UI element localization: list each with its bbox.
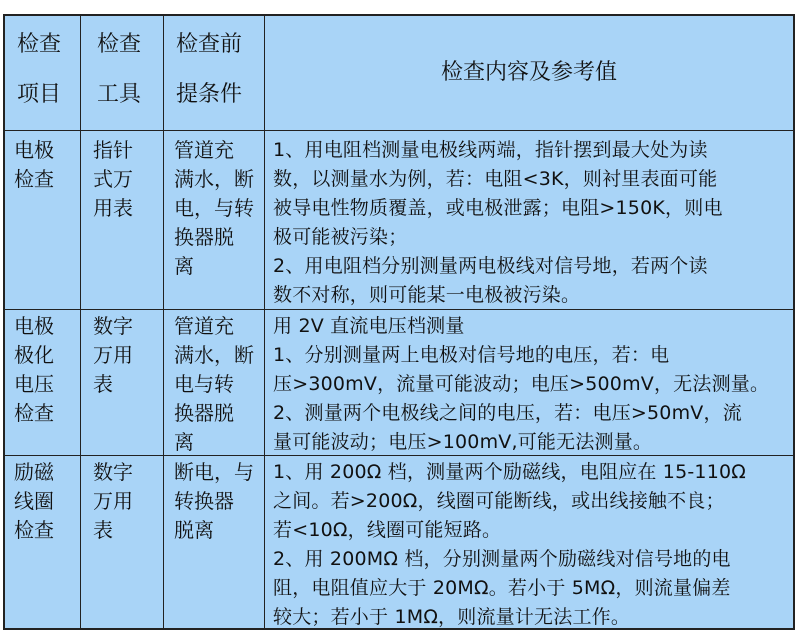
table-border-left: [3, 14, 5, 630]
column-divider: [163, 14, 164, 630]
row3-tool: 数字 万用 表: [93, 460, 133, 542]
row3-item: 励磁 线圈 检查: [14, 460, 54, 542]
row-divider: [3, 130, 795, 131]
column-divider: [264, 14, 265, 630]
row1-tool: 指针 式万 用表: [93, 138, 133, 220]
inspection-table: [3, 14, 795, 630]
header-content: 检查内容及参考值: [440, 60, 617, 85]
table-border-right: [793, 14, 795, 630]
row2-content: 用 2V 直流电压档测量 1、分别测量两上电极对信号地的电压，若：电 压>300mV，流量可能波动；电压>500mV，无法测量。 2、测量两个电极线之间的电压，若：电压>50mV，流 量可能波动；电压>100mV,可能无法测量。: [273, 315, 770, 453]
row1-premise: 管道充 满水，断 电，与转 换器脱 离: [174, 138, 254, 278]
header-item: 检查 项目: [17, 32, 62, 107]
column-divider: [80, 14, 81, 630]
row3-premise: 断电，与 转换器 脱离: [174, 460, 254, 542]
header-tool: 检查 工具: [97, 32, 142, 107]
row2-tool: 数字 万用 表: [93, 314, 133, 396]
row2-premise: 管道充 满水，断 电与转 换器脱 离: [174, 314, 254, 454]
table-border-top: [3, 14, 795, 16]
row3-content: 1、用 200Ω 档，测量两个励磁线，电阻应在 15-110Ω 之间。若>200Ω，线圈可能断线，或出线接触不良； 若<10Ω，线圈可能短路。 2、用 200MΩ 档，分别测量两个励磁线对信号地的电 阻，电阻值应大于 20MΩ。若小于 5MΩ，则流量偏差 较大；若小于 1MΩ，则流量计无法工作。: [273, 461, 747, 628]
row2-item: 电极 极化 电压 检查: [14, 314, 54, 425]
row1-item: 电极 检查: [14, 138, 54, 191]
row1-content: 1、用电阻档测量电极线两端，指针摆到最大处为读 数，以测量水为例，若：电阻<3K，则衬里表面可能 被导电性物质覆盖，或电极泄露；电阻>150K，则电 极可能被污染； 2、用电阻档分别测量两电极线对信号地，若两个读 数不对称，则可能某一电极被污染。: [273, 139, 723, 306]
header-premise: 检查前 提条件: [176, 32, 243, 107]
